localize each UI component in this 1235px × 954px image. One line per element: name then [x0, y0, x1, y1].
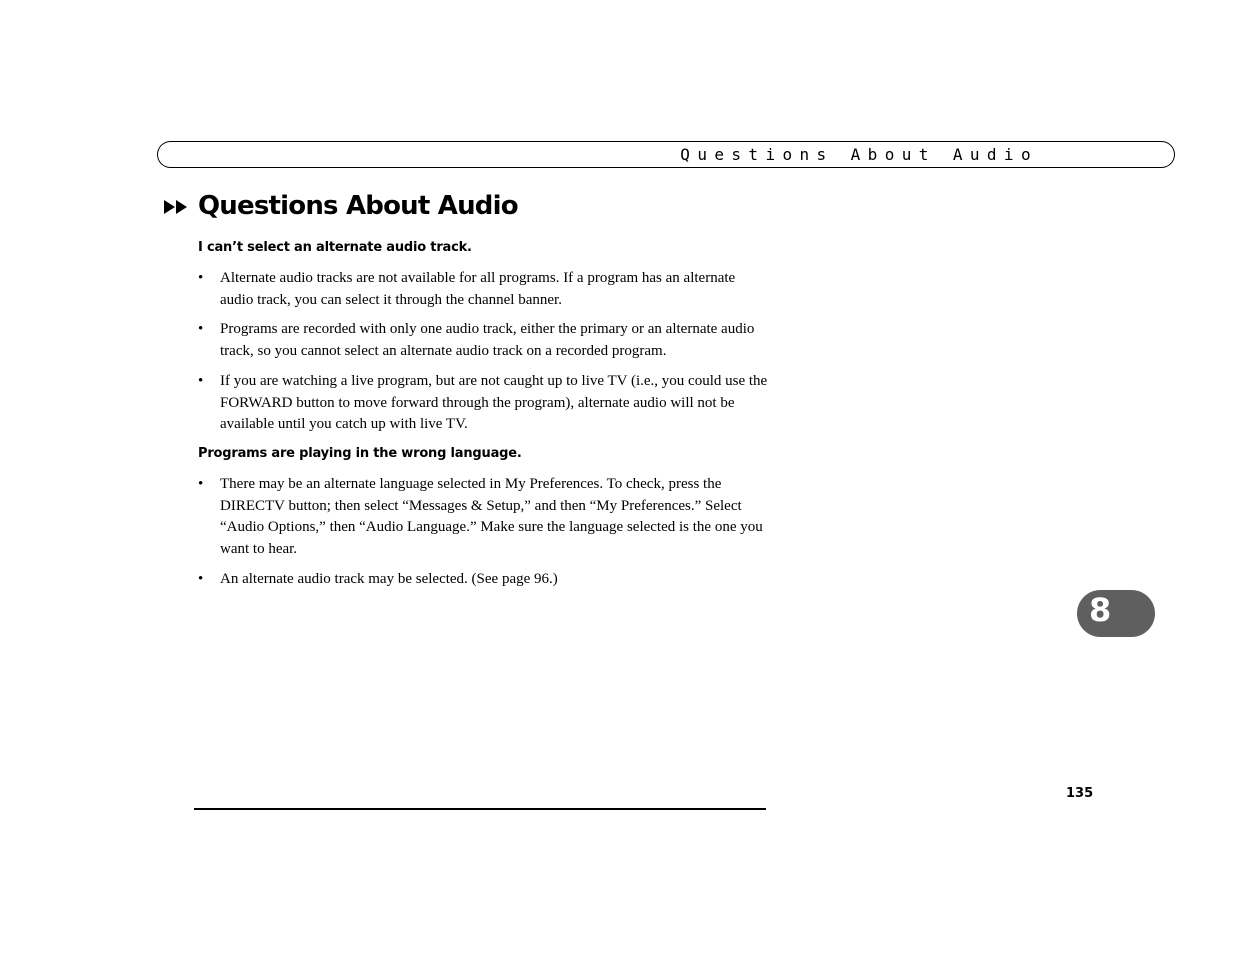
list-item-text: If you are watching a live program, but are not caught up to live TV (i.e., you could use the FORWARD button to move forward through the program), alternate audio will not be available until you catch up with live TV. [220, 372, 768, 433]
section-heading: I can’t select an alternate audio track. [198, 240, 472, 255]
bullet-dot: • [198, 475, 204, 492]
section-heading: Programs are playing in the wrong language. [198, 445, 522, 461]
page-number: 135 [1066, 786, 1094, 801]
chapter-tab [1077, 590, 1155, 637]
list-item [198, 319, 768, 362]
bullet-dot: • [198, 570, 204, 587]
list-item-text: An alternate audio track may be selected. (See page 96.) [220, 570, 558, 587]
chapter-number: 8 [1089, 591, 1112, 629]
section-wrong-language [198, 444, 768, 591]
content-area [198, 238, 768, 598]
list-item [198, 371, 768, 436]
bullet-dot: • [198, 372, 204, 389]
list-item-text: Programs are recorded with only one audio track, either the primary or an alternate audio track, so you cannot select an alternate audio track on a recorded program. [220, 321, 755, 360]
running-header-title: Questions About Audio [680, 145, 1038, 164]
fast-forward-icon [164, 199, 189, 215]
section-alternate-audio [198, 238, 768, 436]
footer-rule [194, 808, 766, 810]
list-item [198, 474, 768, 561]
bullet-list [198, 474, 768, 591]
list-item-text: Alternate audio tracks are not available for all programs. If a program has an alternate audio track, you can select it through the channel banner. [220, 270, 736, 308]
bullet-dot: • [198, 270, 204, 286]
list-item-text: There may be an alternate language selected in My Preferences. To check, press the DIRECTV button; then select “Messages & Setup,” and then “My Preferences.” Select “Audio Options,” then “Audio Language.” Make sure the language selected is the one you want to hear. [220, 475, 763, 558]
bullet-list [198, 268, 768, 436]
list-item [198, 268, 768, 311]
page-title: Questions About Audio [198, 191, 518, 221]
bullet-dot: • [198, 321, 204, 338]
running-header-bar [157, 141, 1175, 168]
list-item [198, 569, 768, 591]
